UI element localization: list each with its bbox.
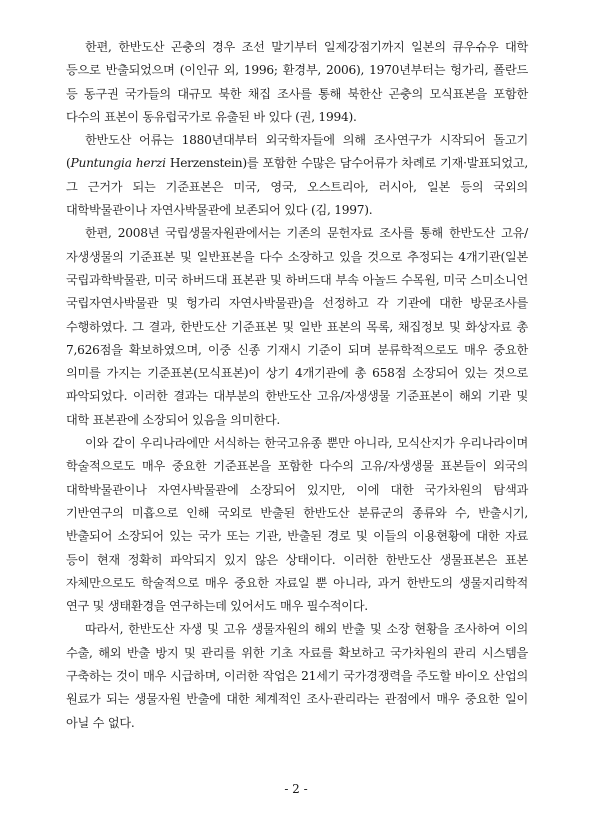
paragraph-fish-text-start: 한반도산 어류는 1880년대부터 외국학자들에 의해 조사연구가 시작되어 돌고기( <box>66 133 528 171</box>
paragraph-conclusion: 따라서, 한반도산 자생 및 고유 생물자원의 해외 반출 및 소장 현황을 조사하여 이의 수출, 해외 반출 방지 및 관리를 위한 기초 자료를 확보하고 국가차원의 관리 시스템을 구축하는 것이 매우 시급하며, 이러한 작업은 21세기 국가경쟁력을 주도할 바이오 산업의 원료가 되는 생물자원 반출에 대한 체계적인 조사·관리라는 관점에서 매우 중요한 일이 아닐 수 없다. <box>66 622 528 730</box>
page-number: - 2 - <box>284 782 308 796</box>
species-name-italic: Puntungia herzi <box>70 156 166 171</box>
paragraph-2008-survey: 한편, 2008년 국립생물자원관에서는 기존의 문헌자료 조사를 통해 한반도산 고유/자생생물의 기준표본 및 일반표본을 다수 소장하고 있을 것으로 추정되는 4개기관(일본 국립과학박물관, 미국 하버드대 표본관 및 하버드대 부속 아놀드 수목원, 미국 스미소니언 국립자연사박물관 및 헝가리 자연사박물관)을 선정하고 각 기관에 대한 방문조사를 수행하였다. 그 결과, 한반도산 기준표본 및 일반 표본의 목록, 채집정보 및 화상자료 총 7,626점을 확보하였으며, 이중 신종 기재시 기준이 되며 분류학적으로도 매우 중요한 의미를 가지는 기준표본(모식표본)이 상기 4개기관에 총 658점 소장되어 있는 것으로 파악되었다. 이러한 결과는 대부분의 한반도산 고유/자생생물 기준표본이 해외 기관 및 대학 표본관에 소장되어 있음을 의미한다. <box>66 226 528 427</box>
paragraph-fish-text-end: Herzenstein)를 포함한 수많은 담수어류가 차례로 기재·발표되었고, 그 근거가 되는 기준표본은 미국, 영국, 오스트리아, 러시아, 일본 등의 국외의 대학박물관이나 자연사박물관에 보존되어 있다 (김, 1997). <box>66 156 528 218</box>
paragraph-insect-specimens: 한편, 한반도산 곤충의 경우 조선 말기부터 일제강점기까지 일본의 큐우슈우 대학 등으로 반출되었으며 (이인규 외, 1996; 환경부, 2006), 1970년부터는 헝가리, 폴란드 등 동구권 국가들의 대규모 북한 채집 조사를 통해 북한산 곤충의 모식표본을 포함한 다수의 표본이 동유럽국가로 유출된 바 있다 (권, 1994). <box>66 40 528 124</box>
body-text <box>66 36 528 735</box>
paragraph-domestic-endemic-species: 이와 같이 우리나라에만 서식하는 한국고유종 뿐만 아니라, 모식산지가 우리나라이며 학술적으로도 매우 중요한 기준표본을 포함한 다수의 고유/자생생물 표본들이 외국의 대학박물관이나 자연사박물관에 소장되어 있지만, 이에 대한 국가차원의 탐색과 기반연구의 미흡으로 인해 국외로 반출된 한반도산 분류군의 종류와 수, 반출시기, 반출되어 소장되어 있는 국가 또는 기관, 반출된 경로 및 이들의 이용현황에 대한 자료 등이 현재 정확히 파악되지 있지 않은 상태이다. 이러한 한반도산 생물표본은 표본 자체만으로도 학술적으로 매우 중요한 자료일 뿐 아니라, 과거 한반도의 생물지리학적 연구 및 생태환경을 연구하는데 있어서도 매우 필수적이다. <box>66 436 528 614</box>
paragraph-freshwater-fish <box>66 129 528 222</box>
